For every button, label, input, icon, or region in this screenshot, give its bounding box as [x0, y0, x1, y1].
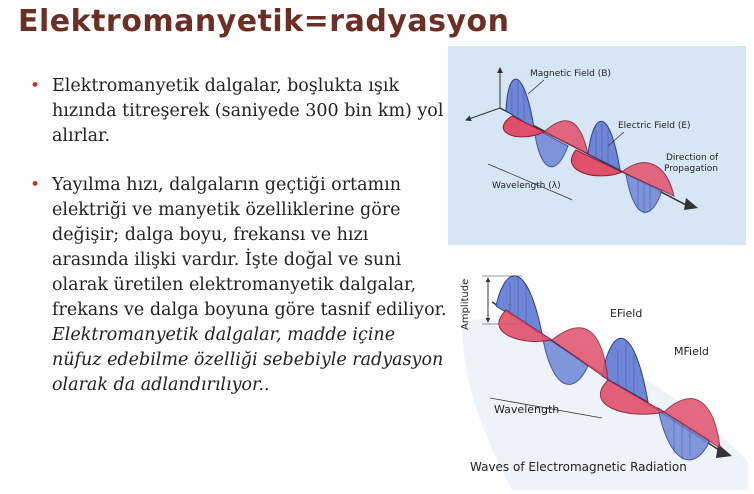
bullet-italic-2: Elektromanyetik dalgalar, madde içine nüfuz edebilme özelliği sebebiyle radyasyon olarak da adlandırılıyor..: [52, 325, 444, 395]
amplitude-label: Amplitude: [460, 278, 471, 330]
bullet-text-2: Yayılma hızı, dalgaların geçtiği ortamın elektriği ve manyetik özelliklerine göre değişir; dalga boyu, frekansı ve hızı arasında ilişki vardır. İşte doğal ve suni olarak üretilen elektromanyetik dalgalar, frekans ve dalga boyuna göre tasnif ediliyor.: [52, 175, 447, 320]
bullet-item-1: [30, 74, 450, 149]
bullet-dot-icon: •: [30, 76, 41, 96]
em-wave-diagram-1: [448, 46, 746, 245]
figure-caption: Waves of Electromagnetic Radiation: [470, 460, 687, 474]
em-wave-diagram-1-svg: [448, 46, 746, 245]
wavelength-label-2: Wavelength: [494, 403, 560, 416]
wavelength-label-1: Wavelength (λ): [492, 181, 561, 191]
bullet-item-2: [30, 173, 450, 398]
bullet-list: [30, 74, 450, 398]
mfield-label: MField: [674, 345, 709, 358]
propagation-arrow-icon: [684, 198, 698, 210]
bullet-dot-icon: •: [30, 175, 41, 195]
direction-label-1: Direction of: [666, 153, 719, 163]
em-wave-diagram-2-svg: [452, 262, 748, 490]
page-title: Elektromanyetik=radyasyon: [18, 4, 510, 39]
direction-label-2: Propagation: [664, 164, 718, 174]
efield-label: EField: [610, 307, 643, 320]
magnetic-field-label: Magnetic Field (B): [530, 69, 611, 79]
bullet-text-1: Elektromanyetik dalgalar, boşlukta ışık hızında titreşerek (saniyede 300 bin km) yol alırlar.: [52, 76, 444, 146]
em-wave-diagram-2: [452, 262, 748, 490]
electric-field-label: Electric Field (E): [618, 121, 691, 131]
